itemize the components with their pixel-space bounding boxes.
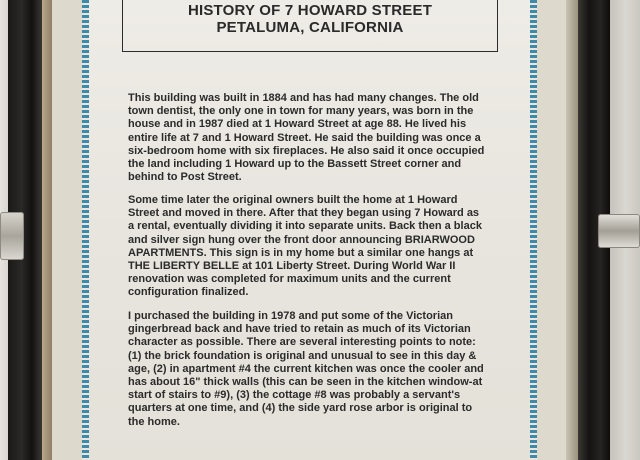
mounting-clip-left bbox=[0, 212, 24, 260]
decorative-border-left bbox=[82, 0, 89, 460]
plaque-title: HISTORY OF 7 HOWARD STREET bbox=[187, 2, 433, 19]
mounting-clip-right bbox=[598, 214, 640, 248]
plaque-subtitle: PETALUMA, CALIFORNIA bbox=[216, 19, 404, 36]
paragraph-history: This building was built in 1884 and has had many changes. The old town dentist, the only one in town for many years, was born in the house and in 1987 died at 1 Howard Street at age 88. He lived his entire life at 7 and 1 Howard Street. He said the building was once a six-bedroom home with six fireplaces. He also said it once occupied the land including 1 Howard up to the Bassett Street corner and behind to Post Street. bbox=[128, 92, 485, 184]
frame-right-bevel bbox=[566, 0, 578, 460]
frame-left-bevel bbox=[42, 0, 52, 460]
decorative-border-right bbox=[530, 0, 537, 460]
paragraph-rental: Some time later the original owners built the home at 1 Howard Street and moved in there. After that they began using 7 Howard as a rental, eventually dividing it into separate units. Back then a black and silver sign hung over the front door announcing BRIARWOOD APARTMENTS. This sign is in my home but a similar one hangs at THE LIBERTY BELLE at 101 Liberty Street. During World War II renovation was completed for maximum units and the current configuration finalized. bbox=[128, 194, 482, 299]
paragraph-purchase: I purchased the building in 1978 and put some of the Victorian gingerbread back and have tried to retain as much of its Victorian character as possible. There are several interesting points to note: (1) the brick foundation is original and unusual to see in this day & age, (2) in apartment #4 the current kitchen was once the cooler and has about 16" thick walls (this can be seen in the kitchen window-at start of stairs to #9), (3) the cottage #8 was probably a servant's quarters at one time, and (4) the side yard rose arbor is original to the home. bbox=[128, 310, 484, 428]
